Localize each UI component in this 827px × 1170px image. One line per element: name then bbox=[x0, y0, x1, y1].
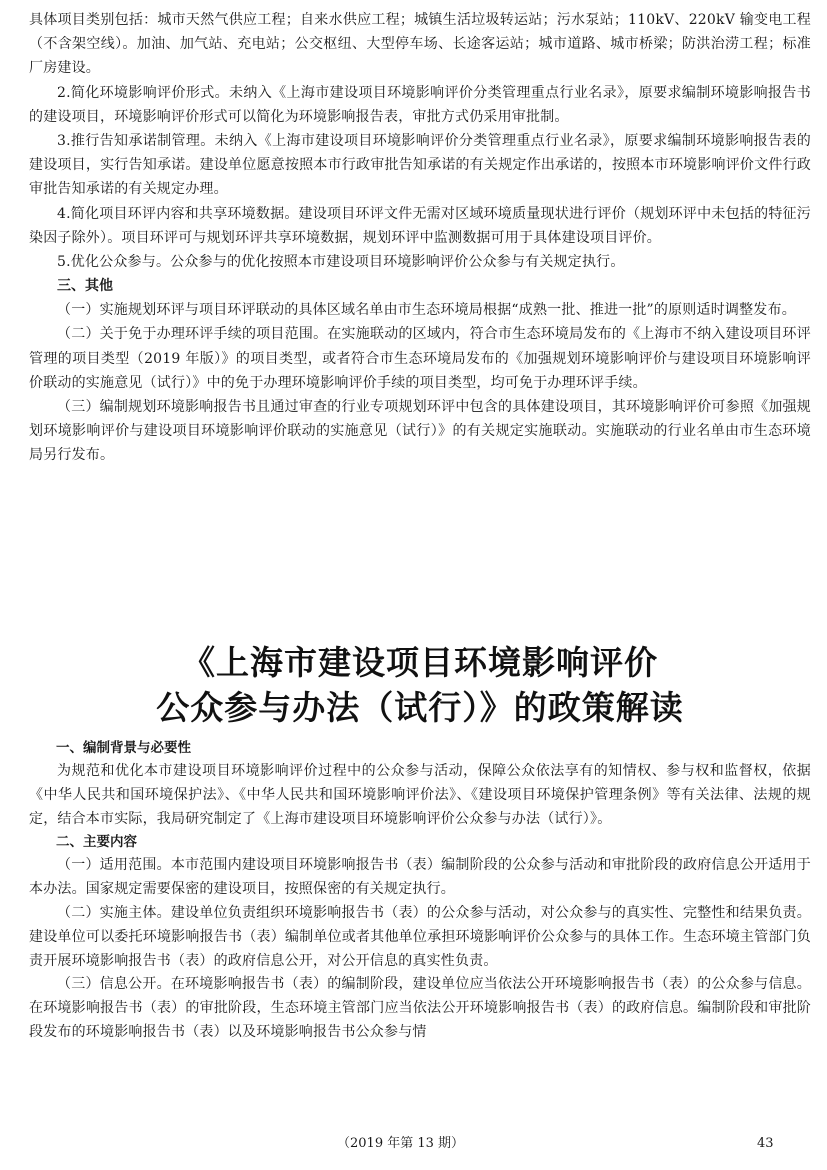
paragraph: （一）适用范围。本市范围内建设项目环境影响报告书（表）编制阶段的公众参与活动和审批阶段的政府信息公开适用于本办法。国家规定需要保密的建设项目，按照保密的有关规定执行。 bbox=[29, 857, 811, 898]
paragraph: 具体项目类别包括：城市天然气供应工程；自来水供应工程；城镇生活垃圾转运站；污水泵站；110kV、220kV 输变电工程（不含架空线）。加油、加气站、充电站；公交枢纽、大型停车场、长途客运站；城市道路、城市桥梁；防洪治涝工程；标准厂房建设。 bbox=[29, 12, 811, 77]
issue-label: （2019 年第 13 期） bbox=[337, 1136, 465, 1151]
section-heading: 一、编制背景与必要性 bbox=[56, 740, 191, 756]
page-footer bbox=[0, 1132, 827, 1156]
paragraph: （二）关于免于办理环评手续的项目范围。在实施联动的区域内，符合市生态环境局发布的《上海市不纳入建设项目环评管理的项目类型（2019 年版）》的项目类型，或者符合市生态环境局发布的《加强规划环境影响评价与建设项目环境影响评价联动的实施意见（试行）》中的免于办理环境影响评价手续的项目类型，均可免于办理环评手续。 bbox=[29, 326, 811, 391]
paragraph: （一）实施规划环评与项目环评联动的具体区域名单由市生态环境局根据“成熟一批、推进一批”的原则适时调整发布。 bbox=[57, 302, 796, 319]
paragraph: （二）实施主体。建设单位负责组织环境影响报告书（表）的公众参与活动，对公众参与的真实性、完整性和结果负责。建设单位可以委托环境影响报告书（表）编制单位或者其他单位承担环境影响评价公众参与的具体工作。生态环境主管部门负责开展环境影响报告书（表）的政府信息公开，对公开信息的真实性负责。 bbox=[29, 904, 811, 969]
article-title bbox=[29, 640, 811, 730]
paragraph: 4.简化项目环评内容和共享环境数据。建设项目环评文件无需对区域环境质量现状进行评价（规划环评中未包括的特征污染因子除外）。项目环评可与规划环评共享环境数据，规划环评中监测数据可用于具体建设项目评价。 bbox=[29, 205, 811, 246]
continued-section bbox=[29, 8, 811, 468]
paragraph: 为规范和优化本市建设项目环境影响评价过程中的公众参与活动，保障公众依法享有的知情权、参与权和监督权，依据《中华人民共和国环境保护法》、《中华人民共和国环境影响评价法》、《建设项目环境保护管理条例》等有关法律、法规的规定，结合本市实际，我局研究制定了《上海市建设项目环境影响评价公众参与办法（试行）》。 bbox=[29, 763, 811, 827]
section-heading: 三、其他 bbox=[57, 278, 113, 295]
article-title-line-2: 公众参与办法（试行）》的政策解读 bbox=[156, 688, 684, 727]
article-body bbox=[29, 737, 811, 1045]
paragraph: 2.简化环境影响评价形式。未纳入《上海市建设项目环境影响评价分类管理重点行业名录》，原要求编制环境影响报告书的建设项目，环境影响评价形式可以简化为环境影响报告表，审批方式仍采用审批制。 bbox=[29, 84, 811, 125]
paragraph: （三）编制规划环境影响报告书且通过审查的行业专项规划环评中包含的具体建设项目，其环境影响评价可参照《加强规划环境影响评价与建设项目环境影响评价联动的实施意见（试行）》的有关规定实施联动。实施联动的行业名单由市生态环境局另行发布。 bbox=[29, 399, 811, 464]
section-heading: 二、主要内容 bbox=[56, 834, 137, 851]
paragraph: 3.推行告知承诺制管理。未纳入《上海市建设项目环境影响评价分类管理重点行业名录》，原要求编制环境影响报告表的建设项目，实行告知承诺。建设单位愿意按照本市行政审批告知承诺的有关规定作出承诺的，按照本市环境影响评价文件行政审批告知承诺的有关规定办理。 bbox=[29, 133, 811, 198]
paragraph: （三）信息公开。在环境影响报告书（表）的编制阶段，建设单位应当依法公开环境影响报告书（表）的公众参与信息。在环境影响报告书（表）的审批阶段，生态环境主管部门应当依法公开环境影响报告书（表）的政府信息。编制阶段和审批阶段发布的环境影响报告书（表）以及环境影响报告书公众参与情 bbox=[29, 976, 811, 1040]
page-number: 43 bbox=[757, 1136, 774, 1151]
article-title-line-1: 《上海市建设项目环境影响评价 bbox=[182, 643, 658, 682]
paragraph: 5.优化公众参与。公众参与的优化按照本市建设项目环境影响评价公众参与有关规定执行。 bbox=[57, 254, 625, 271]
